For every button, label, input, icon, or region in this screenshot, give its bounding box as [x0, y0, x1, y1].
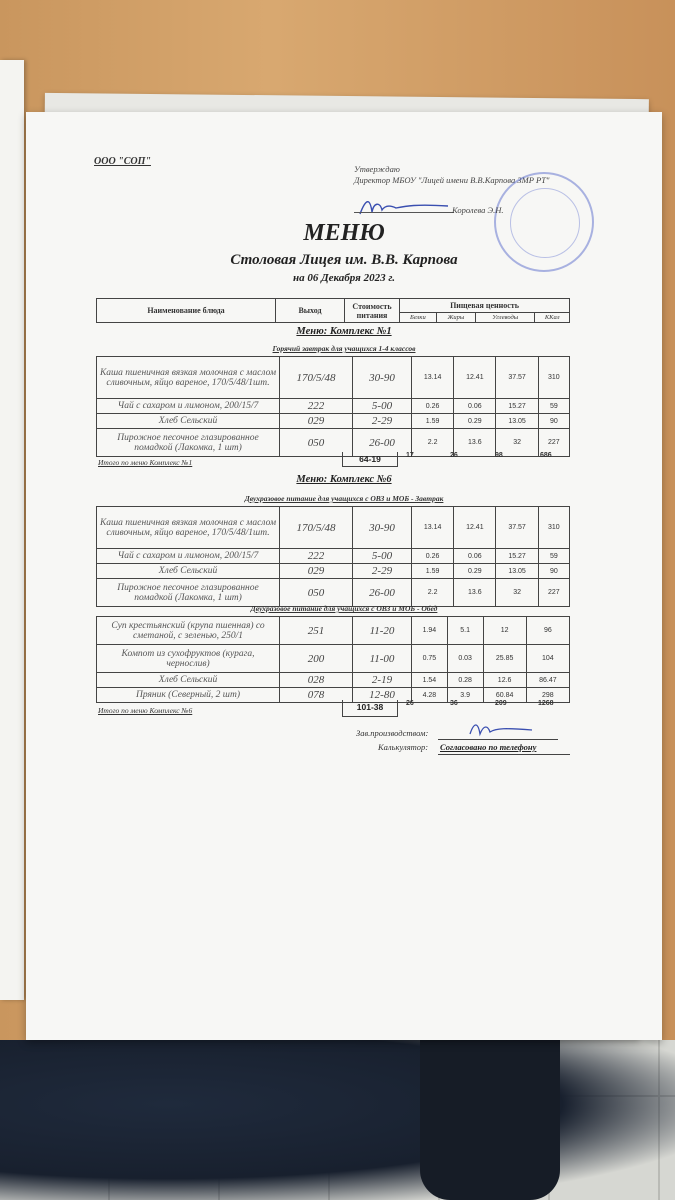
fat: 13.6 [454, 429, 496, 457]
carbs: 32 [496, 579, 538, 607]
total-carbs: 209 [495, 700, 507, 707]
complex-1-meal: Горячий завтрак для учащихся 1-4 классов [272, 344, 416, 353]
director-signature [356, 196, 456, 220]
dish-name: Компот из сухофруктов (курага, чернослив) [97, 645, 280, 673]
total-carbs: 98 [495, 452, 503, 459]
dish-name: Чай с сахаром и лимоном, 200/15/7 [97, 549, 280, 564]
protein: 1.94 [412, 617, 448, 645]
page-title: МЕНЮ [303, 220, 385, 246]
protein: 0.75 [412, 645, 448, 673]
dish-name: Пирожное песочное глазированное помадкой (Лакомка, 1 шт) [97, 579, 280, 607]
page-subtitle: Столовая Лицея им. В.В. Карпова [230, 252, 458, 268]
signature-line [354, 212, 454, 213]
total-kcal: 686 [540, 452, 552, 459]
table-row [97, 673, 570, 688]
carbs: 15.27 [496, 399, 538, 414]
complex-6-lunch-table [96, 616, 570, 703]
fat: 12.41 [454, 507, 496, 549]
kcal: 59 [538, 399, 569, 414]
dish-output: 200 [280, 645, 353, 673]
dish-name: Хлеб Сельский [97, 673, 280, 688]
dish-output: 078 [280, 688, 353, 703]
dark-clothing-leg [420, 1040, 560, 1200]
complex-6-meal-lunch: Двухразовое питание для учащихся с ОВЗ и МОБ - Обед [250, 604, 438, 613]
carbs: 12.6 [483, 673, 526, 688]
fat: 0.06 [454, 549, 496, 564]
fat: 0.28 [447, 673, 483, 688]
complex-6-title: Меню: Комплекс №6 [296, 474, 392, 485]
carbs: 25.85 [483, 645, 526, 673]
kcal: 96 [526, 617, 569, 645]
menu-date: на 06 Декабря 2023 г. [293, 272, 395, 284]
total-fat: 36 [450, 700, 458, 707]
col-protein-header: Белки [400, 313, 437, 323]
dish-output: 050 [280, 429, 353, 457]
dish-name: Хлеб Сельский [97, 414, 280, 429]
protein: 1.54 [412, 673, 448, 688]
protein: 1.59 [412, 564, 454, 579]
approve-line: Утверждаю [354, 164, 400, 174]
dark-clothing [0, 1040, 675, 1200]
menu-sheet [26, 112, 662, 1040]
table-row [97, 414, 570, 429]
table-row [97, 507, 570, 549]
complex-1-table [96, 356, 570, 457]
table-row [97, 564, 570, 579]
organization-name: ООО "СОП" [94, 156, 151, 167]
total-label-text: Итого по меню Комплекс №1 [98, 458, 193, 467]
dish-cost: 2-19 [353, 673, 412, 688]
dish-cost: 5-00 [353, 399, 412, 414]
kcal: 298 [526, 688, 569, 703]
total-fat: 26 [450, 452, 458, 459]
dish-cost: 30-90 [353, 357, 412, 399]
fat: 0.29 [454, 414, 496, 429]
dish-cost: 11-00 [353, 645, 412, 673]
kcal: 310 [538, 507, 569, 549]
dish-cost: 11-20 [353, 617, 412, 645]
carbs: 60.84 [483, 688, 526, 703]
complex-1-title: Меню: Комплекс №1 [296, 326, 392, 337]
col-output-header: Выход [276, 299, 345, 323]
table-row [97, 549, 570, 564]
dish-output: 029 [280, 414, 353, 429]
column-header-table [96, 298, 570, 323]
fat: 12.41 [454, 357, 496, 399]
carbs: 37.57 [496, 507, 538, 549]
dish-output: 170/5/48 [280, 357, 353, 399]
dish-name: Суп крестьянский (крупа пшенная) со сметаной, с зеленью, 250/1 [97, 617, 280, 645]
dish-output: 050 [280, 579, 353, 607]
fat: 0.06 [454, 399, 496, 414]
complex-1-total-cost: 64-19 [342, 452, 398, 467]
calculator-line [438, 754, 570, 755]
protein: 0.26 [412, 549, 454, 564]
fat: 0.29 [454, 564, 496, 579]
kcal: 227 [538, 579, 569, 607]
total-kcal: 1268 [538, 700, 554, 707]
col-carbs-header: Углеводы [476, 313, 535, 323]
complex-6-breakfast-table [96, 506, 570, 607]
protein: 1.59 [412, 414, 454, 429]
dish-name: Хлеб Сельский [97, 564, 280, 579]
total-protein: 17 [406, 452, 414, 459]
kcal: 227 [538, 429, 569, 457]
kcal: 104 [526, 645, 569, 673]
dish-cost: 5-00 [353, 549, 412, 564]
complex-6-total-cost: 101-38 [342, 700, 398, 717]
fat: 13.6 [454, 579, 496, 607]
dish-cost: 12-80 [353, 688, 412, 703]
total-label-text: Итого по меню Комплекс №6 [98, 706, 193, 715]
production-label: Зав.производством: [356, 728, 429, 738]
dish-output: 029 [280, 564, 353, 579]
kcal: 310 [538, 357, 569, 399]
dish-cost: 30-90 [353, 507, 412, 549]
table-row [97, 399, 570, 414]
carbs: 37.57 [496, 357, 538, 399]
dish-output: 028 [280, 673, 353, 688]
table-row [97, 357, 570, 399]
col-cost-header: Стоимость питания [345, 299, 400, 323]
carbs: 12 [483, 617, 526, 645]
calculator-label: Калькулятор: [378, 742, 429, 752]
approver-name: Королева Э.Н. [452, 205, 504, 215]
protein: 2.2 [412, 429, 454, 457]
dish-name: Каша пшеничная вязкая молочная с маслом сливочным, яйцо вареное, 170/5/48/1шт. [97, 507, 280, 549]
table-row [97, 617, 570, 645]
col-nutrition-header: Пищевая ценность [400, 299, 570, 313]
dish-name: Пряник (Северный, 2 шт) [97, 688, 280, 703]
dish-cost: 2-29 [353, 414, 412, 429]
dish-output: 222 [280, 399, 353, 414]
carbs: 13.05 [496, 414, 538, 429]
dish-name: Пирожное песочное глазированное помадкой (Лакомка, 1 шт) [97, 429, 280, 457]
carbs: 32 [496, 429, 538, 457]
protein: 13.14 [412, 507, 454, 549]
fat: 3.9 [447, 688, 483, 703]
table-row [97, 579, 570, 607]
table-row [97, 645, 570, 673]
kcal: 90 [538, 564, 569, 579]
dish-output: 251 [280, 617, 353, 645]
calculator-value: Согласовано по телефону [440, 742, 537, 752]
protein: 4.28 [412, 688, 448, 703]
kcal: 90 [538, 414, 569, 429]
fat: 5.1 [447, 617, 483, 645]
protein: 0.26 [412, 399, 454, 414]
carbs: 13.05 [496, 564, 538, 579]
dish-cost: 26-00 [353, 579, 412, 607]
adjacent-paper-sheet [0, 60, 24, 1000]
carbs: 15.27 [496, 549, 538, 564]
total-protein: 26 [406, 700, 414, 707]
kcal: 86.47 [526, 673, 569, 688]
col-kcal-header: ККал [535, 313, 570, 323]
protein: 2.2 [412, 579, 454, 607]
dish-output: 170/5/48 [280, 507, 353, 549]
fat: 0.03 [447, 645, 483, 673]
dish-name: Каша пшеничная вязкая молочная с маслом сливочным, яйцо вареное, 170/5/48/1шт. [97, 357, 280, 399]
complex-6-total-label [98, 700, 192, 718]
dish-cost: 2-29 [353, 564, 412, 579]
approve-line: Директор МБОУ "Лицей имени В.В.Карпова ЗМР РТ" [354, 175, 550, 185]
col-fat-header: Жиры [436, 313, 475, 323]
dish-output: 222 [280, 549, 353, 564]
complex-6-meal-breakfast: Двухразовое питание для учащихся с ОВЗ и МОБ - Завтрак [244, 494, 444, 503]
production-signature [466, 720, 536, 740]
protein: 13.14 [412, 357, 454, 399]
complex-1-total-label [98, 452, 192, 470]
dish-cost: 26-00 [353, 429, 412, 457]
dish-name: Чай с сахаром и лимоном, 200/15/7 [97, 399, 280, 414]
col-name-header: Наименование блюда [97, 299, 276, 323]
kcal: 59 [538, 549, 569, 564]
approval-block [354, 164, 654, 186]
